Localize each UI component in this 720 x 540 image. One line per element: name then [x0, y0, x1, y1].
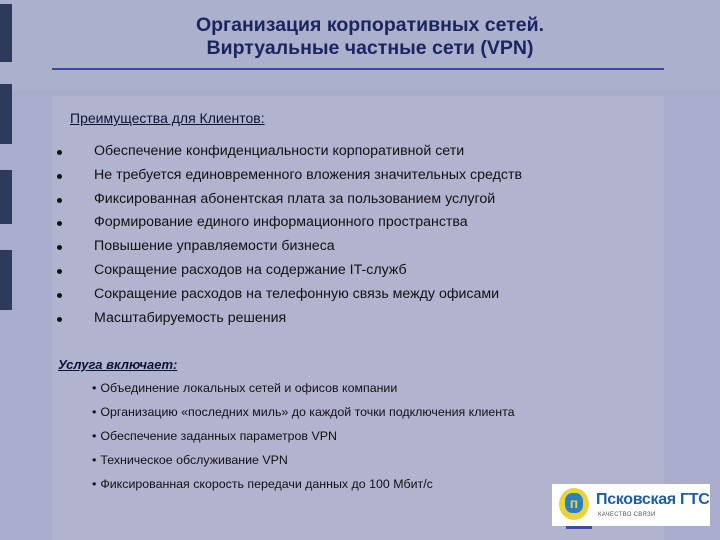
- list-item: [56, 235, 522, 259]
- list-item-text: Организацию «последних миль» до каждой точки подключения клиента: [100, 405, 515, 419]
- list-item-text: Обеспечение заданных параметров VPN: [100, 429, 337, 443]
- slide-title-line1: Организация корпоративных сетей.: [195, 14, 545, 36]
- service-list: [92, 376, 515, 496]
- side-bar-segment: [0, 84, 12, 144]
- list-item-text: Техническое обслуживание VPN: [100, 453, 288, 467]
- slide-title: [60, 14, 680, 60]
- side-bar-segment: [0, 170, 12, 224]
- bullet-icon: •: [92, 405, 97, 419]
- list-item: [56, 211, 522, 235]
- bullet-dot-icon: [57, 150, 62, 155]
- logo-tagline: КАЧЕСТВО СВЯЗИ: [598, 512, 656, 518]
- list-item: [56, 140, 522, 164]
- bullet-dot-icon: [57, 174, 62, 179]
- list-item-text: Обеспечение конфиденциальности корпоративной сети: [94, 143, 465, 159]
- logo-mark-icon: [559, 488, 589, 520]
- side-bar-segment: [0, 250, 12, 310]
- list-item: [92, 424, 515, 448]
- bullet-icon: •: [92, 453, 97, 467]
- list-item: [92, 400, 515, 424]
- list-item-text: Масштабируемость решения: [94, 309, 287, 326]
- service-heading: Услуга включает:: [58, 357, 178, 372]
- list-item: [56, 283, 522, 307]
- bullet-dot-icon: [57, 293, 62, 298]
- logo-underline: [566, 526, 592, 529]
- list-item: [92, 448, 515, 472]
- list-item: [56, 307, 522, 331]
- bullet-dot-icon: [57, 269, 62, 274]
- list-item-text: Объединение локальных сетей и офисов компании: [100, 381, 398, 395]
- bullet-dot-icon: [57, 221, 62, 226]
- list-item-text: Повышение управляемости бизнеса: [94, 238, 335, 255]
- list-item: [56, 188, 522, 212]
- advantages-list: [56, 140, 522, 330]
- list-item: [92, 472, 515, 496]
- logo-name: Псковская ГТС: [596, 491, 710, 508]
- logo-mark-letter: п: [565, 493, 583, 513]
- bullet-icon: •: [92, 429, 97, 443]
- title-divider: [52, 68, 664, 70]
- slide-title-line2: Виртуальные частные сети (VPN): [206, 37, 534, 59]
- list-item-text: Формирование единого информационного пространства: [94, 214, 468, 231]
- bullet-dot-icon: [57, 317, 62, 322]
- bullet-dot-icon: [57, 245, 62, 250]
- bullet-icon: •: [92, 381, 97, 395]
- list-item: [92, 376, 515, 400]
- bullet-dot-icon: [57, 198, 62, 203]
- advantages-heading: Преимущества для Клиентов:: [70, 110, 265, 126]
- side-bar-segment: [0, 4, 12, 62]
- list-item: [56, 259, 522, 283]
- bullet-icon: •: [92, 477, 97, 491]
- list-item-text: Фиксированная скорость передачи данных до 100 Мбит/с: [100, 477, 433, 491]
- list-item-text: Сокращение расходов на телефонную связь между офисами: [94, 285, 500, 302]
- list-item-text: Не требуется единовременного вложения значительных средств: [94, 166, 522, 183]
- list-item: [56, 164, 522, 188]
- list-item-text: Фиксированная абонентская плата за пользованием услугой: [94, 190, 496, 207]
- company-logo: [552, 484, 710, 526]
- list-item-text: Сокращение расходов на содержание IT-служб: [94, 261, 407, 278]
